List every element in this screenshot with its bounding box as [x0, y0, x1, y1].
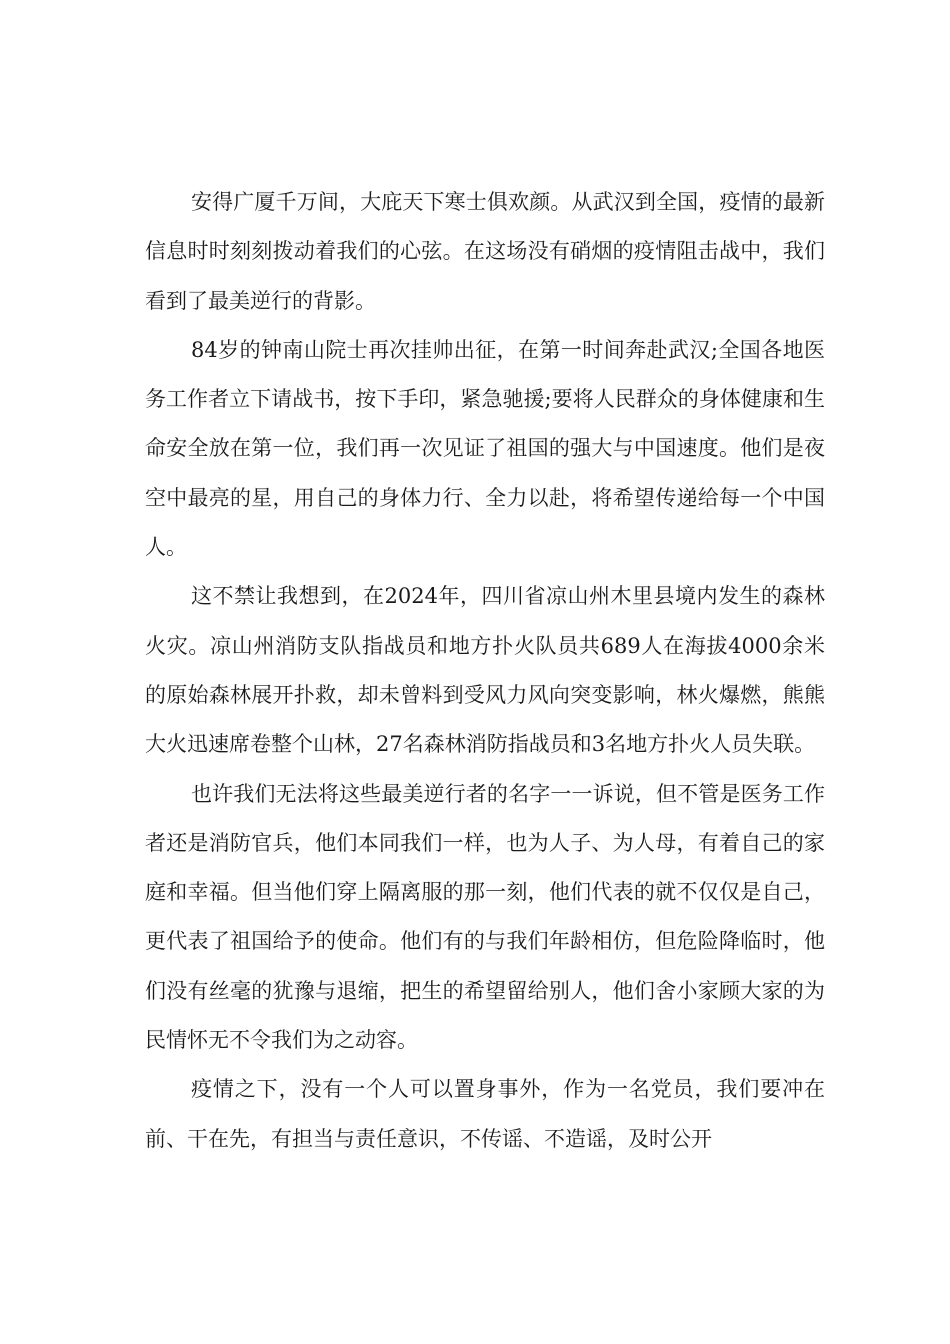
- paragraph-2: 84岁的钟南山院士再次挂帅出征，在第一时间奔赴武汉;全国各地医务工作者立下请战书，按下手印，紧急驰援;要将人民群众的身体健康和生命安全放在第一位，我们再一次见证了祖国的强大与中国速度。他们是夜空中最亮的星，用自己的身体力行、全力以赴，将希望传递给每一个中国人。: [145, 337, 825, 560]
- paragraph-3: 这不禁让我想到，在2024年，四川省凉山州木里县境内发生的森林火灾。凉山州消防支队指战员和地方扑火队员共689人在海拔4000余米的原始森林展开扑救，却未曾料到受风力风向突变影响，林火爆燃，熊熊大火迅速席卷整个山林，27名森林消防指战员和3名地方扑火人员失联。: [145, 584, 825, 757]
- paragraph-1: 安得广厦千万间，大庇天下寒士俱欢颜。从武汉到全国，疫情的最新信息时时刻刻拨动着我们的心弦。在这场没有硝烟的疫情阻击战中，我们看到了最美逆行的背影。: [145, 190, 825, 313]
- paragraph-4: 也许我们无法将这些最美逆行者的名字一一诉说，但不管是医务工作者还是消防官兵，他们本同我们一样，也为人子、为人母，有着自己的家庭和幸福。但当他们穿上隔离服的那一刻，他们代表的就不仅仅是自己，更代表了祖国给予的使命。他们有的与我们年龄相仿，但危险降临时，他们没有丝毫的犹豫与退缩，把生的希望留给别人，他们舍小家顾大家的为民情怀无不令我们为之动容。: [145, 781, 825, 1053]
- document-body: [145, 178, 825, 1164]
- paragraph-5: 疫情之下，没有一个人可以置身事外，作为一名党员，我们要冲在前、干在先，有担当与责任意识，不传谣、不造谣，及时公开: [145, 1077, 825, 1151]
